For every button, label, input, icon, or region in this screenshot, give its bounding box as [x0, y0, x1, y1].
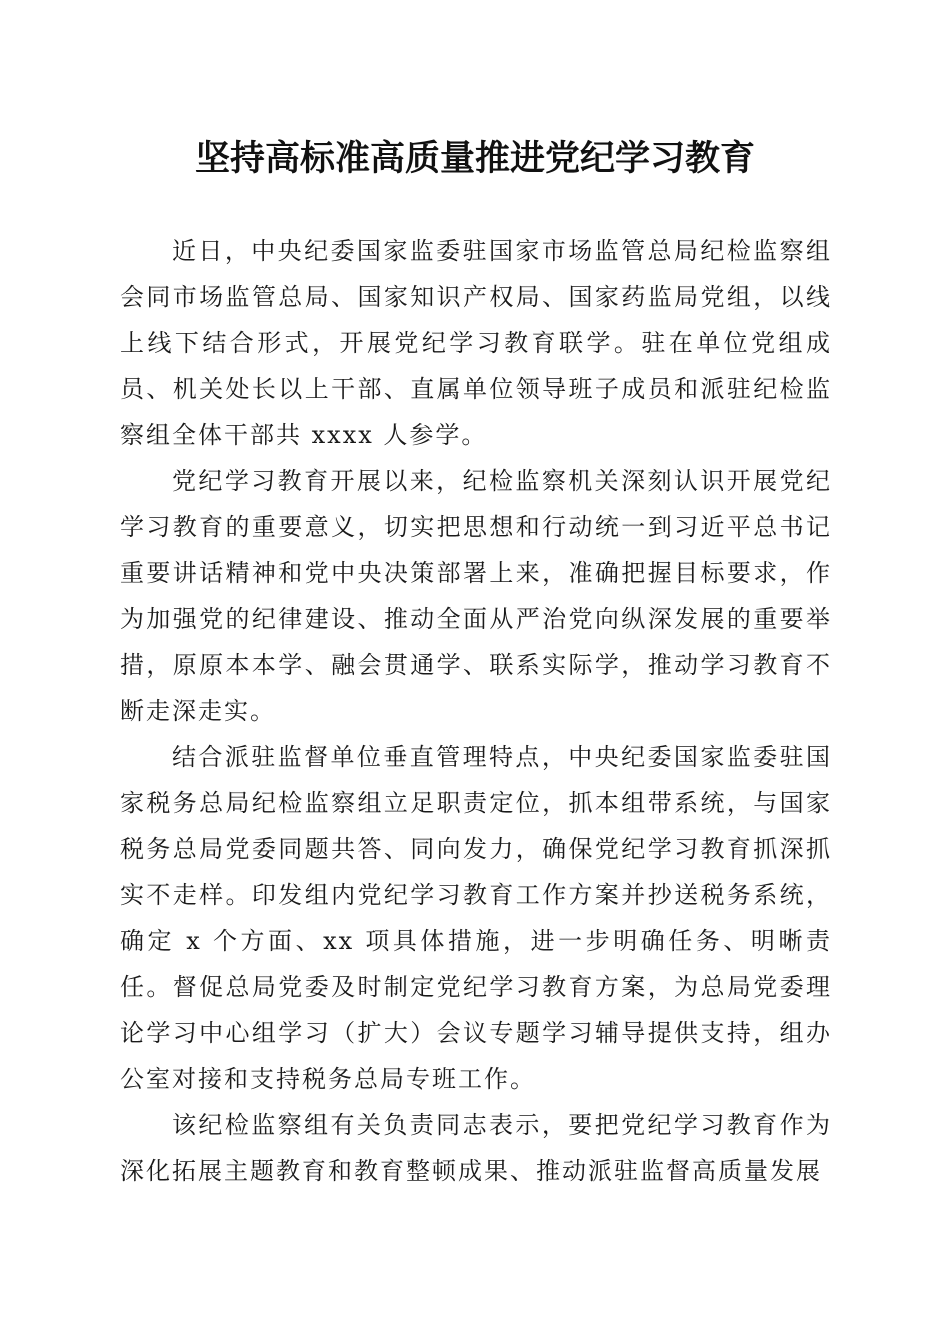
paragraph-2: 党纪学习教育开展以来，纪检监察机关深刻认识开展党纪学习教育的重要意义，切实把思想和行动统一到习近平总书记重要讲话精神和党中央决策部署上来，准确把握目标要求，作为加强党的纪律建设、推动全面从严治党向纵深发展的重要举措，原原本本学、融会贯通学、联系实际学，推动学习教育不断走深走实。 — [120, 467, 832, 725]
document-body — [120, 228, 832, 1194]
paragraph-4: 该纪检监察组有关负责同志表示，要把党纪学习教育作为深化拓展主题教育和教育整顿成果、推动派驻监督高质量发展 — [120, 1111, 832, 1185]
document-title: 坚持高标准高质量推进党纪学习教育 — [194, 138, 755, 179]
paragraph-3: 结合派驻监督单位垂直管理特点，中央纪委国家监委驻国家税务总局纪检监察组立足职责定位，抓本组带系统，与国家税务总局党委同题共答、同向发力，确保党纪学习教育抓深抓实不走样。印发组内党纪学习教育工作方案并抄送税务系统，确定 x 个方面、xx 项具体措施，进一步明确任务、明晰责任。督促总局党委及时制定党纪学习教育方案，为总局党委理论学习中心组学习（扩大）会议专题学习辅导提供支持，组办公室对接和支持税务总局专班工作。 — [120, 743, 832, 1093]
paragraph-1: 近日，中央纪委国家监委驻国家市场监管总局纪检监察组会同市场监管总局、国家知识产权局、国家药监局党组，以线上线下结合形式，开展党纪学习教育联学。驻在单位党组成员、机关处长以上干部、直属单位领导班子成员和派驻纪检监察组全体干部共 xxxx 人参学。 — [120, 237, 832, 449]
